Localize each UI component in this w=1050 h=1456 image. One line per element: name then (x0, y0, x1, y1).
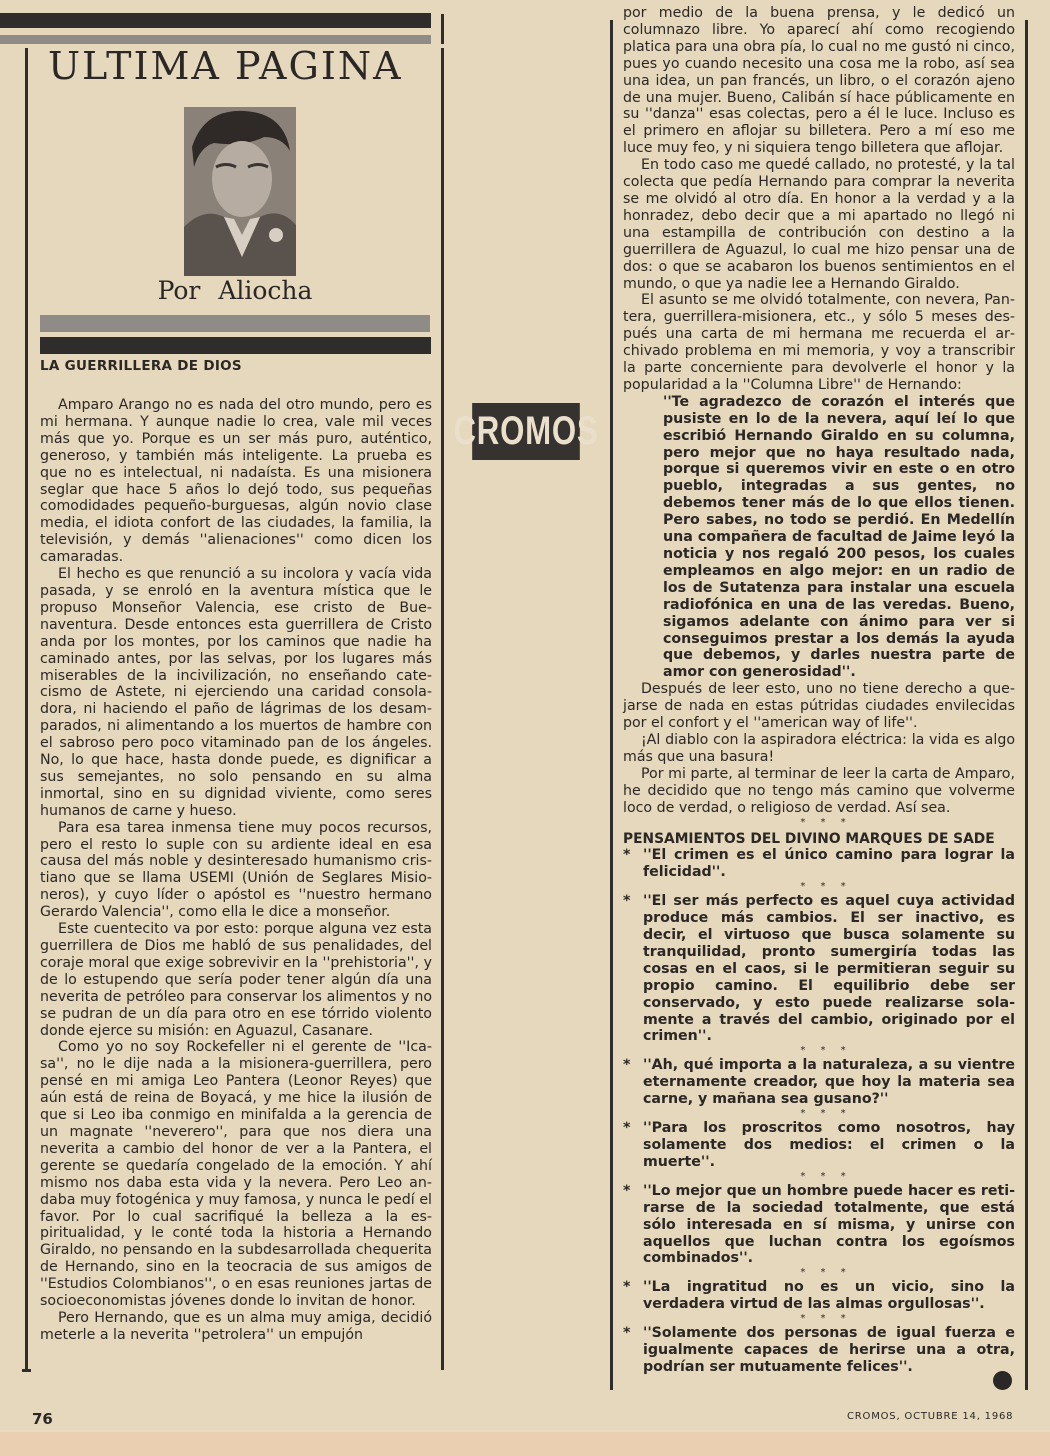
right-column-text (623, 5, 1015, 1376)
footer-issue-date: CROMOS, OCTUBRE 14, 1968 (847, 1411, 1014, 1422)
separator-stars: * * * (800, 1170, 852, 1182)
separator-stars: * * * (800, 881, 852, 893)
paragraph: Para esa tarea inmensa tiene muy pocos recursos, pero el resto lo suple con su ardiente ideal en esa causa del más noble y desinteresado humanismo cristiano que se llama USEMI (Unión de Seglares Misioneros), y cuyo líder o apóstol es ''nuestro hermano Gerardo Valencia'', como ella le dice a monseñor. (40, 819, 432, 921)
scan-margin (0, 1432, 1050, 1456)
paragraph: Pero Hernando, que es un alma muy amiga, decidió meterle a la neverita ''petrolera'' un empujón (40, 1309, 432, 1343)
asterisk-bullet-icon: * (623, 1325, 631, 1342)
left-column-text (40, 397, 432, 1344)
page-number: 76 (32, 1410, 53, 1428)
separator-stars: * * * (800, 1313, 852, 1325)
byline: Por Aliocha (157, 276, 313, 305)
top-rule-gray (0, 35, 431, 44)
byline-rule-gray (40, 315, 430, 332)
article-title: LA GUERRILLERA DE DIOS (40, 358, 242, 374)
asterisk-bullet-icon: * (623, 1182, 631, 1199)
sade-quote (623, 1325, 1015, 1376)
sade-section-title: PENSAMIENTOS DEL DIVINO MARQUES DE SADE (623, 830, 995, 847)
sade-quote-text: ''El ser más perfecto es aquel cuya actividad produce más cambios. El ser inactivo, es decir, el virtuoso que busca solamente su tranquilidad, pronto sumergiría todas las cosas en el caos, si le permitieran seguir su propio camino. El equilibrio debe ser conservado, y esto puede realizarse solamente a través del cambio, originado por el crimen''. (643, 893, 1015, 1045)
portrait-image (184, 107, 296, 276)
end-mark-dot-icon (993, 1371, 1012, 1390)
right-frame-left-line (610, 20, 613, 1390)
sade-quote-text: ''Para los proscritos como nosotros, hay solamente dos medios: el crimen o la muerte''. (643, 1120, 1015, 1170)
paragraph: Como yo no soy Rockefeller ni el gerente de ''Icasa'', no le dije nada a la misionera-guerrillera, pero pensé en mi amiga Leo Pantera (Leonor Reyes) que aún está de reina de Boyacá, y me hice la ilusión de que si Leo iba conmigo en minifalda a la gerencia de un magnate ''neverero'', para que nos diera una neverita a cambio del honor de ver a la Pantera, el gerente se quedaría congelado de la emoción. Y ahí mismo nos daba esta vida y la nevera. Pero Leo andaba muy fotogénica y muy famosa, y nunca le pedí el favor. Por lo cual sacrifiqué la belleza a la espiritualidad, y le conté toda la historia a Hernando Giraldo, no pensando en la subdesarrollada chequerita de Hernando, sino en la teocracia de sus amigos de ''Estudios Colombianos'', o en esas reuniones jartas de socioeconomistas jóvenes donde lo invitan de honor. (40, 1039, 432, 1310)
sade-quote (623, 847, 1015, 881)
left-frame-right-line (441, 48, 444, 1370)
paragraph: ¡Al diablo con la aspiradora eléctrica: la vida es algo más que una basura! (623, 731, 1015, 765)
sade-quote (623, 893, 1015, 1045)
masthead-title: ULTIMA PAGINA (48, 44, 403, 88)
asterisk-bullet-icon: * (623, 893, 631, 910)
paragraph: En todo caso me quedé callado, no protesté, y la tal colecta que pedía Hernando para comprar la neverita se me olvidó al otro día. En honor a la verdad y a la honradez, debo decir que a mi apartado no llegó ni una estampilla de contribución con destino a la guerrillera de Aguazul, lo cual me hizo pensar una de dos: o que se acabaron los buenos sentimientos en el mundo, o que ya nadie lee a Hernando Giraldo. (623, 157, 1015, 292)
separator-stars: * * * (800, 816, 852, 828)
right-frame-right-line (1025, 20, 1028, 1390)
byline-rule-dark (40, 337, 431, 354)
asterisk-bullet-icon: * (623, 1057, 631, 1074)
letter-quote: ''Te agradezco de corazón el interés que pusiste en lo de la nevera, aquí leí lo que escribió Hernando Giraldo en su columna, pero mejor que no haya resultado nada, porque si queremos vivir en este o en otro pueblo, integradas a sus gentes, no debemos tener más de lo que ellos tienen. Pero sabes, no todo se perdió. En Medellín una compañera de facultad de Jaime leyó la noticia y nos regaló 200 pesos, los cuales empleamos en algo mejor: en un radio de los de Sutatenza para instalar una escuela radiofónica en una de las veredas. Bueno, sigamos adelante con ánimo para ver si conseguimos prestar a los demás la ayuda que debemos, y darles nuestra parte de amor con generosidad''. (663, 393, 1015, 681)
sade-quote-text: ''La ingratitud no es un vicio, sino la verdadera virtud de las almas orgullosas''. (643, 1279, 1015, 1313)
paragraph: Por mi parte, al terminar de leer la carta de Amparo, he decidido que no tengo más camino que volverme loco de verdad, o religioso de verdad. Así sea. (623, 765, 1015, 816)
separator-stars: * * * (800, 1108, 852, 1120)
sade-quote (623, 1183, 1015, 1268)
sade-quote (623, 1120, 1015, 1171)
sade-quote (623, 1279, 1015, 1313)
sade-quote-text: ''El crimen es el único camino para lograr la felicidad''. (643, 847, 1015, 881)
sade-quote-text: ''Solamente dos personas de igual fuerza e igualmente capaces de herirse una a otra, podrían ser mutuamente felices''. (643, 1325, 1015, 1375)
sade-quote (623, 1057, 1015, 1108)
separator-stars: * * * (800, 1267, 852, 1279)
author-portrait (184, 107, 296, 276)
separator-stars: * * * (800, 1045, 852, 1057)
paragraph: Amparo Arango no es nada del otro mundo, pero es mi hermana. Y aunque nadie lo crea, vale mil veces más que yo. Porque es un ser más puro, auténtico, generoso, y también más inteligente. La prueba es que no es intelectual, ni nadaísta. Es una misionera seglar que hace 5 años lo dejó todo, sus pequeñas comodidades pequeño-burguesas, algún novio clase media, el idiota confort de las ciudades, la familia, la televisión, y demás ''alienaciones'' como dicen los camaradas. (40, 397, 432, 566)
paragraph: El asunto se me olvidó totalmente, con nevera, Pantera, guerrillera-misionera, etc., y sólo 5 meses después una carta de mi hermana me recuerda el archivado problema en mi memoria, y voy a transcribir la parte concerniente para devolverle el honor y la popularidad a la ''Columna Libre'' de Hernando: (623, 292, 1015, 393)
asterisk-bullet-icon: * (623, 1120, 631, 1137)
paragraph: Después de leer esto, uno no tiene derecho a quejarse de nada en estas pútridas ciudades envilecidas por el confort y el ''american way of life''. (623, 681, 1015, 732)
sade-quote-text: ''Ah, qué importa a la naturaleza, a su vientre eternamente creador, que hoy la materia sea carne, y mañana sea gusano?'' (643, 1057, 1015, 1108)
asterisk-bullet-icon: * (623, 847, 631, 864)
continuation-paragraph: por medio de la buena prensa, y le dedicó un columnazo libre. Yo aparecí ahí como recogiendo platica para una obra pía, lo cual no me gustó ni cinco, pues yo cuando necesito una cosa me la robo, así sea una idea, un pan francés, un libro, o el corazón ajeno de una mujer. Bueno, Calibán sí hace públicamente en su ''danza'' esas colectas, pero a él le luce. Incluso es el primero en aflojar su billetera. Pero a mí eso me luce muy feo, y ni siquiera tengo billetera que aflojar. (623, 5, 1015, 157)
cromos-logo: CROMOS (472, 403, 580, 460)
left-frame-left-line (25, 48, 28, 1370)
left-frame-right-edge-top (441, 14, 444, 44)
paragraph: El hecho es que renunció a su incolora y vacía vida pasada, y se enroló en la aventura mística que le propuso Monseñor Valencia, ese cristo de Buenaventura. Desde entonces esta guerrillera de Cristo anda por los montes, por los caminos que nadie ha caminado antes, por las selvas, por los lugares más miserables de la incivilización, no enseñando catecismo de Astete, ni ejerciendo una caridad consoladora, ni haciendo el paño de lágrimas de los desamparados, ni alimentando a los muertos de hambre con el sabroso pero poco vitaminado pan de los ángeles. No, lo que hace, hasta donde puede, es dignificar a sus semejantes, no solo pensando en su alma inmortal, sino en su dignidad viviente, como seres humanos de carne y hueso. (40, 566, 432, 819)
sade-quote-text: ''Lo mejor que un hombre puede hacer es retirarse de la sociedad totalmente, que está sólo interesada en sí misma, y unirse con aquellos que luchan contra los egoísmos combinados''. (643, 1182, 1015, 1267)
left-frame-bottom-tick (22, 1369, 31, 1372)
top-rule-dark (0, 13, 431, 28)
paragraph: Este cuentecito va por esto: porque alguna vez esta guerrillera de Dios me habló de sus penalidades, del coraje moral que exige sobrevivir en la ''prehistoria'', y de lo estupendo que sería poder tener algún día una neverita de petróleo para conservar los alimentos y no se pudran de un día para otro en ese tórrido violento donde ejerce su misión: en Aguazul, Casanare. (40, 921, 432, 1039)
asterisk-bullet-icon: * (623, 1279, 631, 1296)
